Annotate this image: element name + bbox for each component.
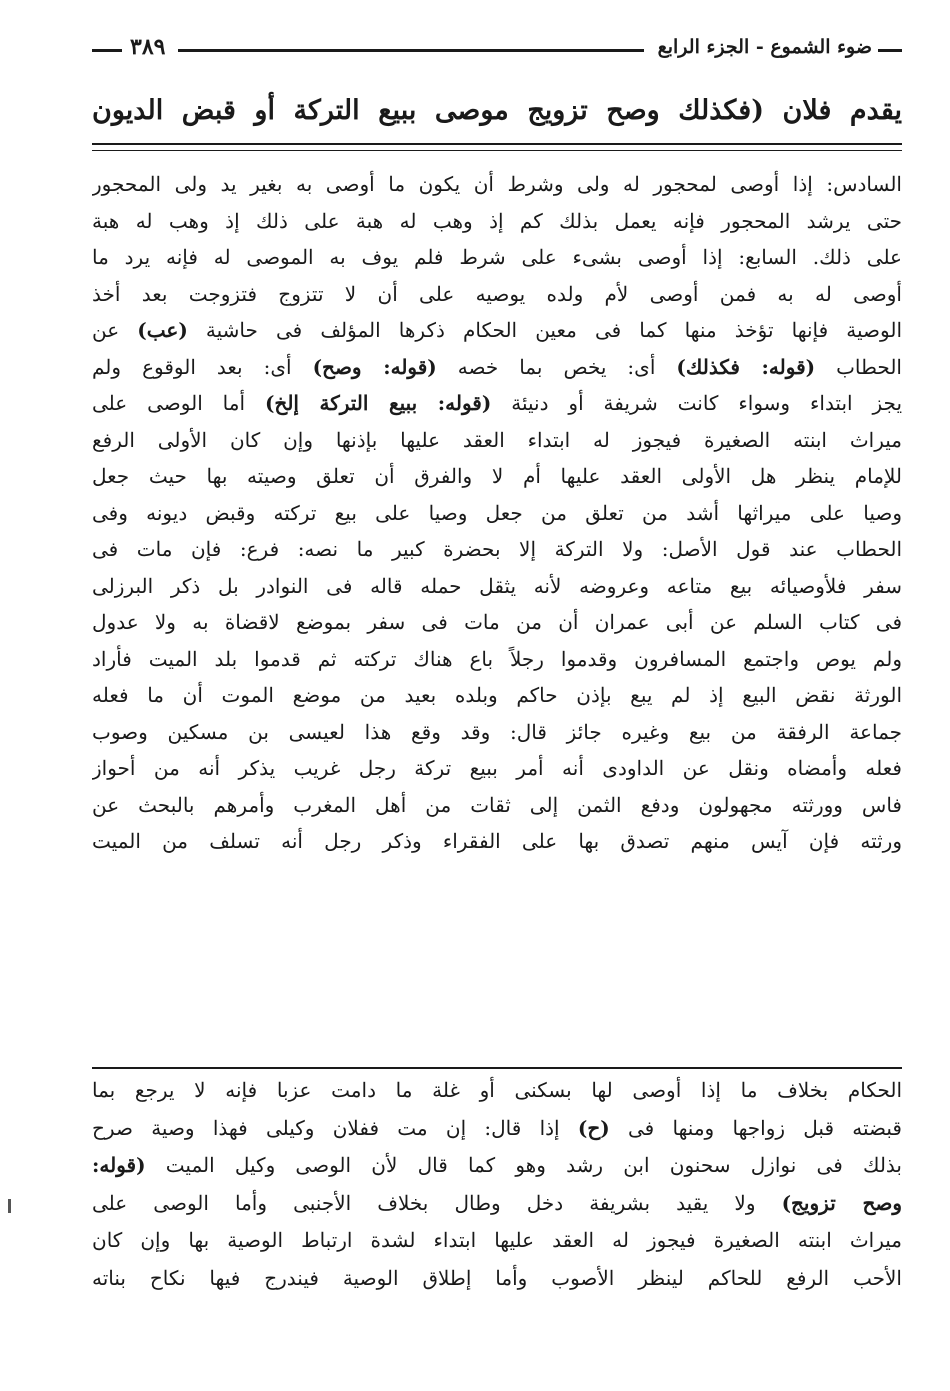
text-line: أوصى له به فمن أوصى لأم ولده يوصيه على أن لا تتزوج فتزوجت بعد أخذ: [92, 281, 902, 306]
running-header: [92, 30, 902, 70]
text-line: للإمام ينظر هل الأولى العقد عليها أم لا والفرق أن تعلق وصيته بها حيث جعل: [92, 464, 902, 488]
text-line: ولم يوص واجتمع المسافرون وقدموا رجلاً باع هناك تركته ثم قدموا بلد الميت فأراد: [92, 646, 902, 671]
bold-citation: وصح تزويج): [781, 1190, 902, 1215]
text-line: الحطاب (قوله: فكذلك) أى: يخص بما خصه (قوله: وصح) أى: بعد الوقوع ولم: [92, 354, 902, 379]
header-dash-left: [92, 49, 122, 52]
bold-citation: (قوله:: [92, 1153, 146, 1177]
text-line: حتى يرشد المحجور فإنه يعمل بذلك كم إذ وهب له هبة على ذلك إذ وهب له هبة: [92, 208, 902, 233]
text-line: السادس: إذا أوصى لمحجور له ولى وشرط أن يكون ما أوصى به بغير يد ولى المحجور: [92, 172, 902, 196]
note-line: قبضته قبل زواجها ومنها فى (ح) إذا قال: إن مت ففلان وكيلى فهذا وصية صرح: [92, 1115, 902, 1140]
footnote-separator: [92, 1067, 902, 1069]
bold-citation: (قوله: فكذلك): [676, 354, 816, 379]
text-line: ورثته فإن آيس منهم تصدق بها على الفقراء وذكر رجل أنه تسلف من الميت: [92, 829, 902, 853]
text-line: فعله وأمضاه ونقل عن الداودى أنه أمر ببيع تركة رجل غريب يذكر أنه من أحواز: [92, 756, 902, 780]
text-line: جماعة الرفقة من بيع وغيره جائز قال: وقد وقع هذا لعيسى بن مسكين وصوب: [92, 719, 902, 744]
bold-citation: (عب): [137, 318, 188, 342]
header-rule: [178, 49, 644, 52]
margin-mark: [8, 1199, 11, 1213]
footnote-text-body: [92, 1072, 902, 1297]
section-caption: يقدم فلان (فكذلك وصح تزويج موصى ببيع التركة أو قبض الديون: [92, 95, 902, 126]
bold-citation: (قوله: وصح): [312, 354, 437, 379]
page-number: ٣٨٩: [130, 34, 166, 60]
text-line: الوصية فإنها تؤخذ منها كما فى معين الحكام ذكرها المؤلف فى حاشية (عب) عن: [92, 318, 902, 342]
text-line: وصيا على ميراثها أشد من تعلق من جعل وصيا على بيع تركته وقبض ديونه وفى: [92, 500, 902, 525]
text-line: فى كتاب السلم عن أبى عمران أن من مات فى سفر بموضع لاقضاة به ولا عدول: [92, 610, 902, 634]
caption-rule-top: [92, 143, 902, 145]
text-line: الورثة نقض البيع إذ لم يبع بإذن حاكم وبلده بعيد من موضع الموت أن ما فعله: [92, 683, 902, 707]
note-line: ميراث ابنته الصغيرة فيجوز له العقد عليها ابتداء لشدة ارتباط الوصية بها وإن كان: [92, 1228, 902, 1252]
text-line: ميراث ابنته الصغيرة فيجوز له ابتداء العقد عليها بإذنها وإن كان الأولى الرفع: [92, 427, 902, 452]
text-line: على ذلك. السابع: إذا أوصى بشىء على شرط فلم يوف به الموصى له فإنه يرد ما: [92, 245, 902, 269]
main-text-body: [92, 166, 902, 860]
header-book-title: ضوء الشموع - الجزء الرابع: [657, 36, 872, 58]
note-line: الحكام بخلاف ما إذا أوصى لها بسكنى أو غلة ما دامت عزبا فإنه لا يرجع بما: [92, 1078, 902, 1102]
header-dash-right: [878, 49, 902, 52]
caption-rule-bottom: [92, 150, 902, 151]
bold-citation: (ح): [577, 1115, 610, 1140]
note-line: بذلك فى نوازل سحنون ابن رشد وهو كما قال لأن الوصى وكيل الميت (قوله:: [92, 1153, 902, 1177]
text-line: الحطاب عند قول الأصل: ولا التركة إلا بحضرة كبير ما نصه: فرع: فإن مات فى: [92, 537, 902, 561]
text-line: فاس وورثته مجهولون ودفع الثمن إلى ثقات من أهل المغرب وأمرهم بالبحث عن: [92, 792, 902, 817]
note-line: وصح تزويج) ولا يقيد بشريفة دخل وطال بخلاف الأجنبى وأما الوصى على: [92, 1190, 902, 1215]
note-line: الأحب الرفع للحاكم لينظر الأصوب وأما إطلاق الوصية فيندرج فيها نكاح بناته: [92, 1265, 902, 1290]
bold-citation: (قوله: ببيع التركة إلخ): [264, 391, 492, 415]
text-line: سفر فلأوصيائه بيع متاعه وعروضه لأنه يثقل حمله قاله فى النوادر بل ذكر البرزلى: [92, 573, 902, 598]
text-line: يجز ابتداء وسواء كانت شريفة أو دنيئة (قوله: ببيع التركة إلخ) أما الوصى على: [92, 391, 902, 415]
